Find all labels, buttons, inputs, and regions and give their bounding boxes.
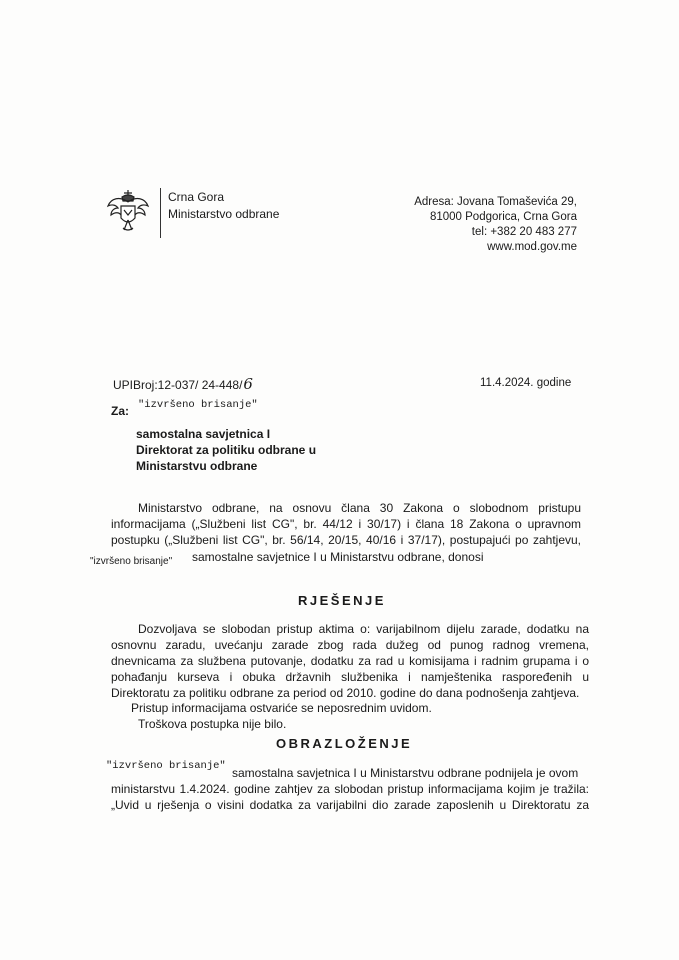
phone-line: tel: +382 20 483 277 xyxy=(471,226,577,238)
address-line: Adresa: Jovana Tomaševića 29, xyxy=(414,196,577,208)
document-date: 11.4.2024. godine xyxy=(480,377,572,389)
decision-costs-note: Troškova postupka nije bilo. xyxy=(138,717,287,731)
decision-heading: RJEŠENJE xyxy=(298,593,386,608)
decision-line-3: dnevnicama za službena putovanje, dodatku za rad u komisijama i radnim grupama i o xyxy=(111,654,589,668)
decision-line-4: pohađanju kurseva i obuka državnih službenika i namještenika raspoređenih u xyxy=(111,670,589,684)
intro-redacted: "izvršeno brisanje" xyxy=(90,556,173,567)
reasoning-line-2: ministarstvu 1.4.2024. godine zahtjev za slobodan pristup informacijama kojim je tražila: xyxy=(111,782,589,796)
decision-line-2: osnovnu zaradu, uvećanju zarade zbog rada dužeg od punog radnog vremena, xyxy=(111,638,589,652)
country-name: Crna Gora xyxy=(168,190,225,204)
handwritten-suffix: 6 xyxy=(243,375,253,393)
reference-number xyxy=(113,375,253,393)
reasoning-redacted: "izvršeno brisanje" xyxy=(106,760,226,772)
intro-line-4: samostalne savjetnice I u Ministarstvu odbrane, donosi xyxy=(192,550,484,564)
decision-line-1: Dozvoljava se slobodan pristup aktima o: varijabilnom dijelu zarade, dodatku na xyxy=(138,622,589,636)
intro-line-3: postupku („Službeni list CG", br. 56/14, 20/15, 40/16 i 37/17), postupajući po zahtjevu, xyxy=(111,533,581,547)
recipient-line-1: samostalna savjetnica I xyxy=(136,427,271,441)
intro-line-1: Ministarstvo odbrane, na osnovu člana 30 Zakona o slobodnom pristupu xyxy=(138,501,581,515)
ministry-name: Ministarstvo odbrane xyxy=(168,207,280,221)
recipient-line-3: Ministarstvu odbrane xyxy=(136,459,258,473)
intro-line-2: informacijama („Službeni list CG", br. 44/12 i 30/17) i člana 18 Zakona o upravnom xyxy=(111,517,581,531)
recipient-line-2: Direktorat za politiku odbrane u xyxy=(136,443,317,457)
recipient-label: Za: xyxy=(111,404,129,418)
recipient-redacted: "izvršeno brisanje" xyxy=(138,399,258,411)
reasoning-line-3: „Uvid u rješenja o visini dodatka za varijabilni dio zarade zaposlenih u Direktoratu za xyxy=(111,798,589,812)
reference-number-text: UPIBroj:12-037/ 24-448/ xyxy=(113,378,243,392)
website-line: www.mod.gov.me xyxy=(487,241,577,253)
city-line: 81000 Podgorica, Crna Gora xyxy=(429,211,577,223)
reasoning-heading: OBRAZLOŽENJE xyxy=(276,736,413,751)
coat-of-arms-icon xyxy=(105,188,151,234)
reasoning-line-1: samostalna savjetnica I u Ministarstvu odbrane podnijela je ovom xyxy=(232,766,579,780)
header-divider xyxy=(160,188,161,238)
decision-access-note: Pristup informacijama ostvariće se neposrednim uvidom. xyxy=(131,701,432,715)
decision-line-5: Direktoratu za politiku odbrane za period od 2010. godine do dana podnošenja zahtjeva. xyxy=(111,686,580,700)
